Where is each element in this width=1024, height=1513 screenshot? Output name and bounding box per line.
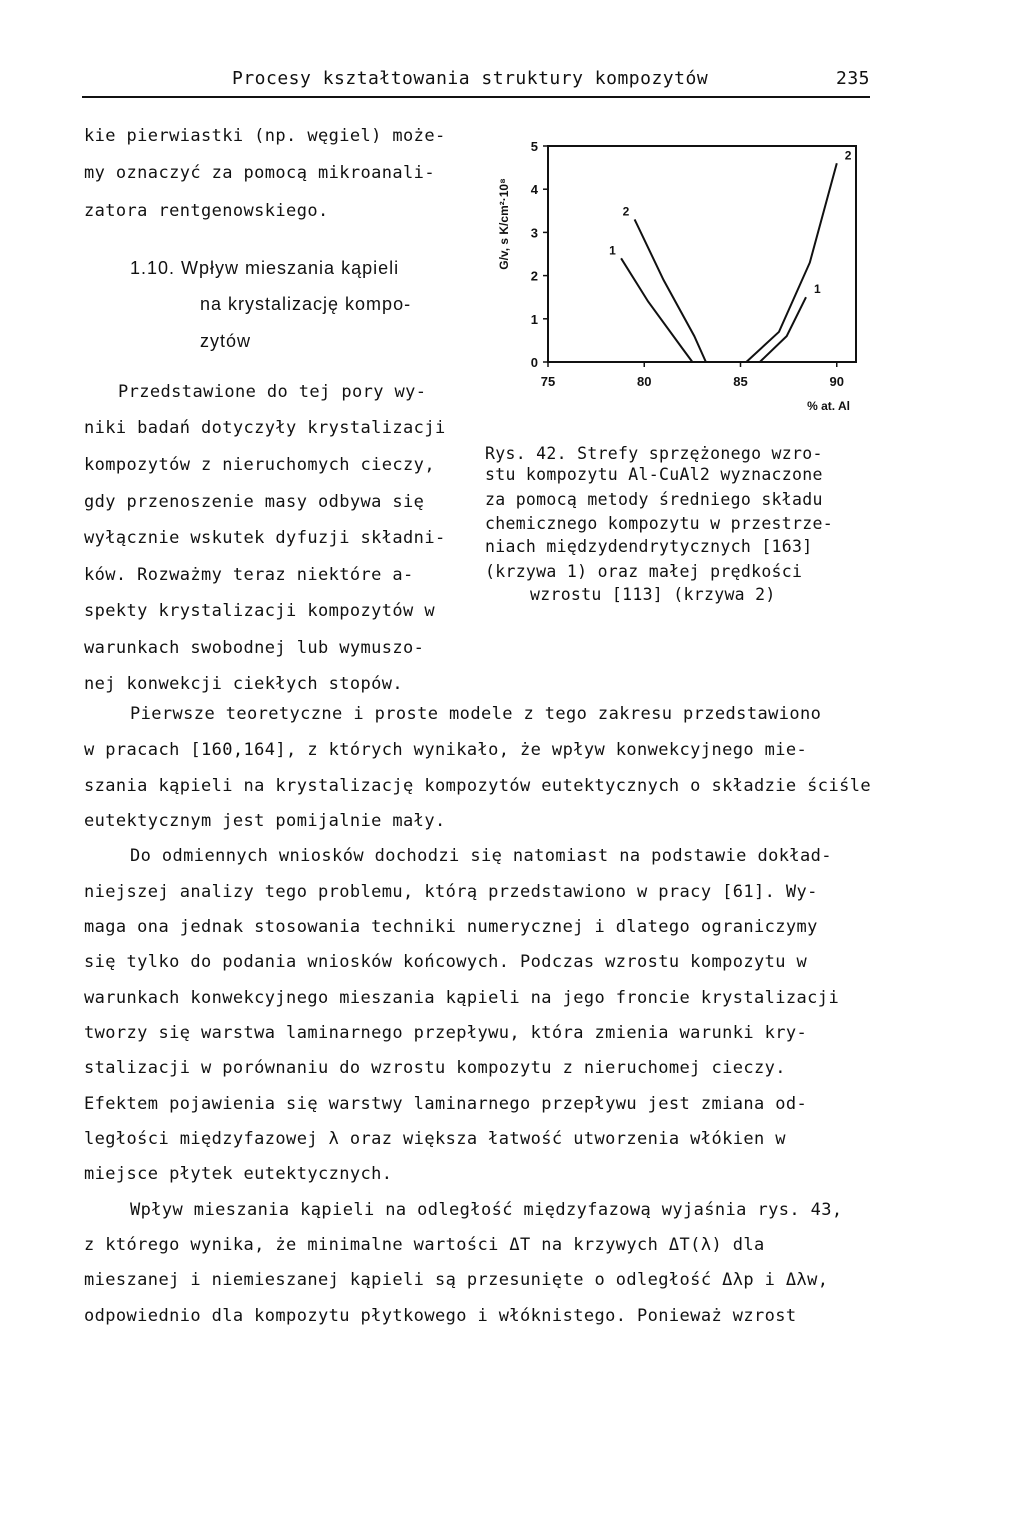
y-tick-label: 3 xyxy=(530,225,538,241)
y-tick-label: 5 xyxy=(530,139,538,154)
body-line: szania kąpieli na krystalizację kompozytów eutektycznych o składzie ściśle xyxy=(84,776,871,796)
caption-line: niach międzydendrytycznych [163] xyxy=(485,537,813,556)
curve-label: 1 xyxy=(813,282,821,297)
section-heading: na krystalizację kompo- xyxy=(200,294,412,314)
x-tick-label: 90 xyxy=(829,374,844,389)
body-line: stalizacji w porównaniu do wzrostu kompozytu z nieruchomej cieczy. xyxy=(84,1058,786,1078)
body-line: się tylko do podania wniosków końcowych. Podczas wzrostu kompozytu w xyxy=(84,952,808,972)
x-tick-label: 85 xyxy=(733,374,748,389)
body-line: mieszanej i niemieszanej kąpieli są przesunięte o odległość Δλp i Δλw, xyxy=(84,1270,829,1290)
y-tick-label: 0 xyxy=(530,355,538,370)
caption-line: (krzywa 1) oraz małej prędkości xyxy=(485,562,803,581)
body-line: maga ona jednak stosowania techniki numerycznej i dlatego ograniczymy xyxy=(84,917,818,937)
body-line: eutektycznym jest pomijalnie mały. xyxy=(84,811,446,831)
curve-label: 1 xyxy=(609,243,616,258)
y-tick-label: 4 xyxy=(530,182,538,198)
curve-1-right xyxy=(760,297,806,362)
running-header xyxy=(82,66,870,98)
left-line: niki badań dotyczyły krystalizacji xyxy=(84,418,446,438)
body-line: w pracach [160,164], z których wynikało, że wpływ konwekcyjnego mie- xyxy=(84,740,808,760)
y-axis-label: G/v, s K/cm²·10⁸ xyxy=(497,178,511,270)
caption-line: za pomocą metody średniego składu xyxy=(485,490,823,509)
curve-2-right xyxy=(746,163,837,362)
left-line: my oznaczyć za pomocą mikroanali- xyxy=(84,163,435,183)
caption-line: chemicznego kompozytu w przestrze- xyxy=(485,514,833,533)
y-tick-label: 1 xyxy=(530,311,538,327)
x-tick-label: 75 xyxy=(540,374,556,389)
page-number: 235 xyxy=(835,68,870,89)
left-line: kompozytów z nieruchomych cieczy, xyxy=(84,455,435,475)
body-line: z którego wynika, że minimalne wartości ΔT na krzywych ΔT(λ) dla xyxy=(84,1235,765,1255)
left-line: spekty krystalizacji kompozytów w xyxy=(84,601,435,621)
curve-label: 2 xyxy=(622,204,630,219)
y-tick-label: 2 xyxy=(530,268,538,284)
x-axis-label: % at. Al xyxy=(807,399,850,413)
body-line: ległości międzyfazowej λ oraz większa łatwość utworzenia włókien w xyxy=(84,1129,786,1149)
body-line: odpowiednio dla kompozytu płytkowego i włóknistego. Ponieważ wzrost xyxy=(84,1306,797,1326)
plot-frame xyxy=(548,146,856,362)
body-line: warunkach konwekcyjnego mieszania kąpieli na jego froncie krystalizacji xyxy=(84,988,840,1008)
body-line: tworzy się warstwa laminarnego przepływu, która zmienia warunki kry- xyxy=(84,1023,808,1043)
caption-line: Rys. 42. Strefy sprzężonego wzro- xyxy=(485,444,823,463)
body-line: Pierwsze teoretyczne i proste modele z tego zakresu przedstawiono xyxy=(130,704,822,724)
running-title: Procesy kształtowania struktury kompozytów xyxy=(232,68,709,89)
body-line: niejszej analizy tego problemu, którą przedstawiono w pracy [61]. Wy- xyxy=(84,882,818,902)
left-line: nej konwekcji ciekłych stopów. xyxy=(84,674,404,694)
left-line: gdy przenoszenie masy odbywa się xyxy=(84,492,425,512)
caption-line: stu kompozytu Al-CuAl2 wyznaczone xyxy=(485,465,823,484)
curve-2-left xyxy=(635,219,706,362)
section-heading: 1.10. Wpływ mieszania kąpieli xyxy=(130,258,400,278)
caption-line: wzrostu [113] (krzywa 2) xyxy=(530,585,776,604)
curve-label: 2 xyxy=(844,148,852,163)
body-line: Efektem pojawienia się warstwy laminarnego przepływu jest zmiana od- xyxy=(84,1094,808,1114)
section-heading: zytów xyxy=(200,331,252,351)
body-line: miejsce płytek eutektycznych. xyxy=(84,1164,393,1184)
left-line: kie pierwiastki (np. węgiel) może- xyxy=(84,126,446,146)
left-line: ków. Rozważmy teraz niektóre a- xyxy=(84,565,414,585)
x-tick-label: 80 xyxy=(637,374,652,389)
body-line: Wpływ mieszania kąpieli na odległość międzyfazową wyjaśnia rys. 43, xyxy=(130,1200,843,1220)
body-line: Do odmiennych wniosków dochodzi się natomiast na podstawie dokład- xyxy=(130,846,832,866)
left-line: warunkach swobodnej lub wymuszo- xyxy=(84,638,425,658)
curve-1-left xyxy=(621,258,692,362)
left-line: zatora rentgenowskiego. xyxy=(84,201,329,221)
left-line: Przedstawione do tej pory wy- xyxy=(118,382,427,402)
left-line: wyłącznie wskutek dyfuzji składni- xyxy=(84,528,446,548)
figure-42-chart xyxy=(480,130,880,420)
